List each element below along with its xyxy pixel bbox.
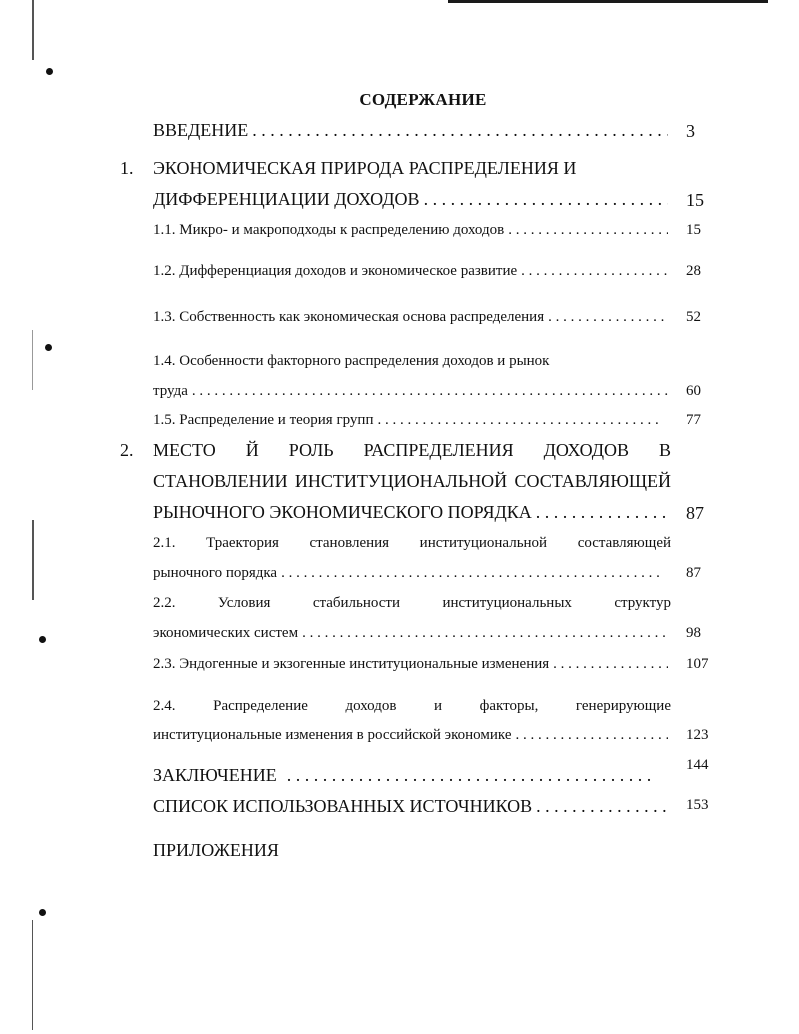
- toc-entry-label: 1.3. Собственность как экономическая основа распределения: [153, 309, 545, 325]
- toc-entry-label: 1.5. Распределение и теория групп: [153, 412, 374, 428]
- scan-edge-left: [32, 520, 34, 600]
- chapter-number: 2.: [120, 440, 134, 460]
- toc-entry-label: ВВЕДЕНИЕ: [153, 120, 249, 140]
- scan-edge-top: [448, 0, 768, 3]
- hole-punch-mark: [39, 909, 46, 916]
- chapter-number: 1.: [120, 158, 134, 178]
- toc-entry-line[interactable]: 2.4. Распределение доходов и факторы, генерирующие: [153, 698, 671, 714]
- toc-page-number: 98: [686, 625, 701, 641]
- scan-edge-left: [32, 920, 33, 1030]
- toc-entry-intro[interactable]: [153, 120, 668, 141]
- dot-leader: [553, 656, 668, 673]
- toc-page-number: 107: [686, 656, 709, 672]
- toc-entry-1-2[interactable]: [153, 263, 668, 280]
- toc-entry-label: ПРИЛОЖЕНИЯ: [153, 840, 279, 860]
- toc-entry-label: СПИСОК ИСПОЛЬЗОВАННЫХ ИСТОЧНИКОВ: [153, 796, 533, 816]
- toc-entry-label: институциональные изменения в российской экономике: [153, 727, 512, 743]
- dot-leader: [192, 383, 668, 400]
- toc-entry-2-3[interactable]: [153, 656, 668, 673]
- toc-page-number: 15: [686, 222, 701, 238]
- chapter-title-line[interactable]: СТАНОВЛЕНИИ ИНСТИТУЦИОНАЛЬНОЙ СОСТАВЛЯЮЩЕЙ: [153, 471, 671, 491]
- page-title: СОДЕРЖАНИЕ: [359, 90, 487, 109]
- toc-entry-label: ЗАКЛЮЧЕНИЕ: [153, 765, 277, 785]
- toc-page-number: 3: [686, 121, 695, 141]
- toc-entry-label: рыночного порядка: [153, 565, 278, 581]
- toc-entry-1-4[interactable]: [153, 383, 668, 400]
- dot-leader: [508, 222, 668, 239]
- toc-page-number: 87: [686, 503, 704, 523]
- scan-edge-left: [32, 330, 33, 390]
- hole-punch-mark: [46, 68, 53, 75]
- toc-entry-appendix[interactable]: [153, 840, 453, 861]
- toc-entry-conclusion[interactable]: [153, 765, 653, 786]
- toc-page-number: 153: [686, 797, 709, 813]
- hole-punch-mark: [39, 636, 46, 643]
- toc-entry-1-3[interactable]: [153, 309, 668, 326]
- toc-entry-label: 1.2. Дифференциация доходов и экономическое развитие: [153, 263, 518, 279]
- toc-page-number: 77: [686, 412, 701, 428]
- toc-page-number: 28: [686, 263, 701, 279]
- toc-page-number: 87: [686, 565, 701, 581]
- toc-entry-label: 2.3. Эндогенные и экзогенные институциональные изменения: [153, 656, 550, 672]
- toc-entry-line[interactable]: 2.1. Траектория становления институциональной составляющей: [153, 535, 671, 551]
- toc-page-number: 15: [686, 190, 704, 210]
- toc-page-number: 123: [686, 727, 709, 743]
- toc-entry-1-5[interactable]: [153, 412, 663, 429]
- toc-entry-label: 1.1. Микро- и макроподходы к распределению доходов: [153, 222, 505, 238]
- toc-entry-line[interactable]: 2.2. Условия стабильности институциональных структур: [153, 595, 671, 611]
- dot-leader: [424, 189, 668, 210]
- dot-leader: [548, 309, 668, 326]
- dot-leader: [536, 796, 668, 817]
- chapter-title-line[interactable]: МЕСТО Й РОЛЬ РАСПРЕДЕЛЕНИЯ ДОХОДОВ В: [153, 440, 671, 460]
- toc-entry-chapter-1[interactable]: [153, 189, 668, 210]
- toc-entry-label: экономических систем: [153, 625, 299, 641]
- toc-entry-sources[interactable]: [153, 796, 668, 817]
- dot-leader: [521, 263, 668, 280]
- toc-page-number: 144: [686, 757, 709, 773]
- toc-entry-chapter-2[interactable]: [153, 502, 668, 523]
- toc-entry-2-1[interactable]: [153, 565, 663, 582]
- dot-leader: [536, 502, 668, 523]
- toc-entry-label: труда: [153, 383, 188, 399]
- dot-leader: [287, 765, 653, 786]
- toc-page-number: 60: [686, 383, 701, 399]
- hole-punch-mark: [45, 344, 52, 351]
- toc-entry-2-4[interactable]: [153, 727, 668, 744]
- scan-edge-left: [32, 0, 34, 60]
- toc-page-number: 52: [686, 309, 701, 325]
- dot-leader: [377, 412, 663, 429]
- chapter-title-line: РЫНОЧНОГО ЭКОНОМИЧЕСКОГО ПОРЯДКА: [153, 502, 532, 522]
- dot-leader: [281, 565, 663, 582]
- toc-entry-1-1[interactable]: [153, 222, 668, 239]
- toc-entry-line[interactable]: 1.4. Особенности факторного распределения доходов и рынок: [153, 353, 550, 369]
- dot-leader: [515, 727, 668, 744]
- chapter-title-line: ДИФФЕРЕНЦИАЦИИ ДОХОДОВ: [153, 189, 420, 209]
- dot-leader: [302, 625, 668, 642]
- dot-leader: [252, 120, 668, 141]
- chapter-title-line[interactable]: ЭКОНОМИЧЕСКАЯ ПРИРОДА РАСПРЕДЕЛЕНИЯ И: [153, 158, 577, 178]
- toc-entry-2-2[interactable]: [153, 625, 668, 642]
